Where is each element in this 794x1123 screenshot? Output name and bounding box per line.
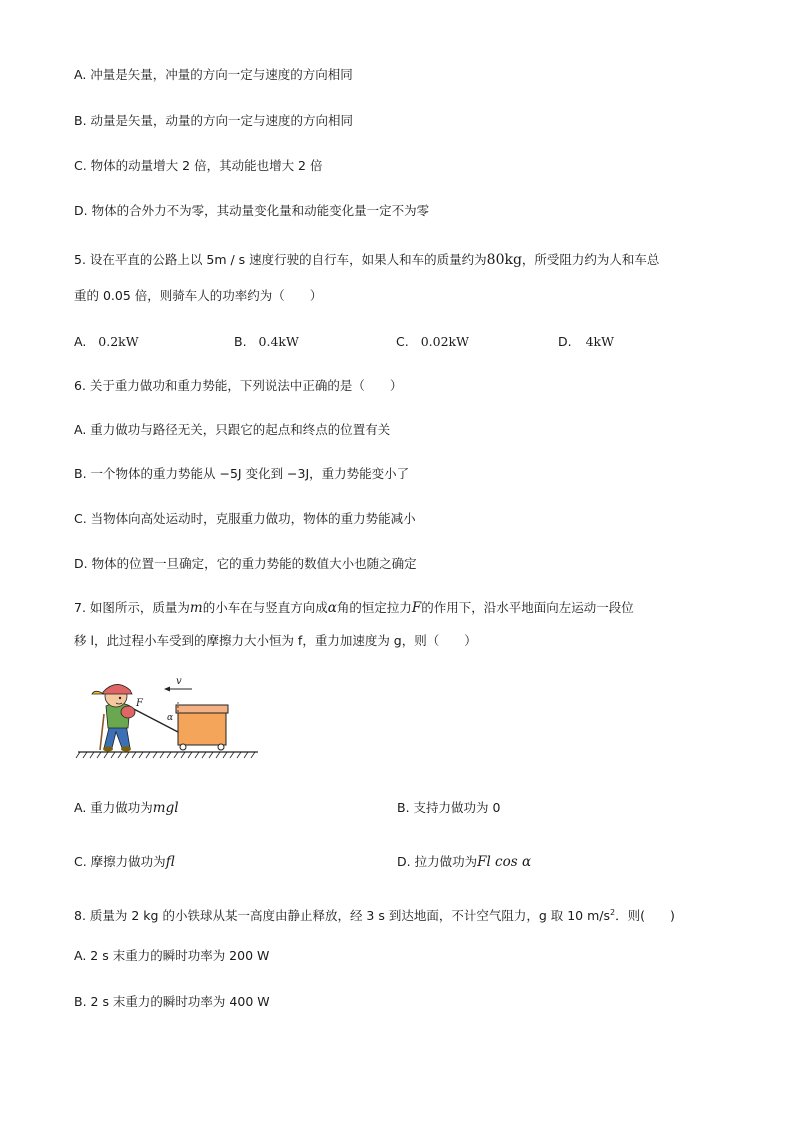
q5-option-d-value: 4kW <box>585 334 614 349</box>
q7-option-d-text: D. 拉力做功为 <box>397 854 478 869</box>
q7-stem-line1 <box>74 599 634 617</box>
q4-option-d: D. 物体的合外力不为零，其动量变化量和动能变化量一定不为零 <box>74 203 430 218</box>
velocity-arrow-head <box>164 687 170 692</box>
q7-stem-text-a: 7. 如图所示，质量为 <box>74 600 190 615</box>
q6-option-b: B. 一个物体的重力势能从 −5J 变化到 −3J，重力势能变小了 <box>74 466 410 481</box>
q5-option-c-letter: C. <box>396 334 409 349</box>
q8-option-a: A. 2 s 末重力的瞬时功率为 200 W <box>74 948 270 963</box>
q7-option-c-text: C. 摩擦力做功为 <box>74 854 166 869</box>
q4-option-a: A. 冲量是矢量，冲量的方向一定与速度的方向相同 <box>74 67 353 82</box>
q6-stem: 6. 关于重力做功和重力势能，下列说法中正确的是（ ） <box>74 378 403 393</box>
q5-option-c-value: 0.02kW <box>420 334 469 349</box>
q5-option-b <box>234 333 299 351</box>
q5-mass: 80kg <box>486 252 522 268</box>
q7-stem-text-d: 的作用下，沿水平地面向左运动一段位 <box>421 600 634 615</box>
q7-alpha-symbol: α <box>327 600 337 616</box>
q6-option-d: D. 物体的位置一旦确定，它的重力势能的数值大小也随之确定 <box>74 556 417 571</box>
velocity-label: v <box>176 676 182 687</box>
q5-option-d <box>558 333 614 351</box>
q7-stem-line2: 移 l，此过程小车受到的摩擦力大小恒为 f，重力加速度为 g，则（ ） <box>74 633 477 648</box>
q5-stem-line1 <box>74 251 659 269</box>
q5-stem-text-a: 5. 设在平直的公路上以 5m / s 速度行驶的自行车，如果人和车的质量约为 <box>74 252 487 267</box>
q5-option-b-letter: B. <box>234 334 247 349</box>
q7-option-a-math: mgl <box>152 800 179 816</box>
q7-force-symbol: F <box>411 600 422 616</box>
q7-option-d-math: Fl cos α <box>477 854 532 870</box>
q5-stem-text-b: ，所受阻力约为人和车总 <box>521 252 660 267</box>
q7-option-a <box>74 799 179 817</box>
q7-stem-text-c: 角的恒定拉力 <box>336 600 412 615</box>
q5-option-c <box>396 333 469 351</box>
q8-option-b: B. 2 s 末重力的瞬时功率为 400 W <box>74 994 270 1009</box>
q7-stem-text-b: 的小车在与竖直方向成 <box>202 600 328 615</box>
q4-option-b: B. 动量是矢量，动量的方向一定与速度的方向相同 <box>74 113 354 128</box>
q8-stem-text-a: 8. 质量为 2 kg 的小铁球从某一高度由静止释放，经 3 s 到达地面，不计空气阻力，g 取 10 m/s <box>74 908 610 924</box>
q7-option-c <box>74 853 175 871</box>
ground-hatch <box>76 752 255 758</box>
q5-option-a-value: 0.2kW <box>98 334 139 349</box>
q8-stem-text-b: ．则( ) <box>615 908 675 924</box>
q5-option-b-value: 0.4kW <box>258 334 299 349</box>
q7-option-a-text: A. 重力做功为 <box>74 800 153 815</box>
q7-figure-boy-pulling-cart <box>70 672 260 764</box>
alpha-label: α <box>167 713 174 723</box>
q6-option-a: A. 重力做功与路径无关，只跟它的起点和终点的位置有关 <box>74 422 391 437</box>
q8-stem-superscript: 2 <box>610 908 616 917</box>
q7-option-b-text: B. 支持力做功为 0 <box>397 800 501 815</box>
q5-option-d-letter: D. <box>558 334 572 349</box>
force-label: F <box>136 698 143 709</box>
q6-option-c: C. 当物体向高处运动时，克服重力做功，物体的重力势能减小 <box>74 511 416 526</box>
q7-option-c-math: fl <box>165 854 175 870</box>
cart-wheel-right <box>218 744 224 750</box>
q4-option-c: C. 物体的动量增大 2 倍，其动能也增大 2 倍 <box>74 158 323 173</box>
q7-option-b <box>397 799 500 817</box>
cart-box <box>178 713 226 745</box>
boy-figure <box>92 684 135 751</box>
cart-wheel-left <box>180 744 186 750</box>
q7-option-d <box>397 853 531 871</box>
q5-option-a-letter: A. <box>74 334 87 349</box>
cart-lid <box>176 705 228 713</box>
q8-stem <box>74 904 675 925</box>
q5-stem-line2: 重的 0.05 倍，则骑车人的功率约为（ ） <box>74 288 323 303</box>
q7-mass-symbol: m <box>189 600 203 616</box>
q5-option-a <box>74 333 139 351</box>
